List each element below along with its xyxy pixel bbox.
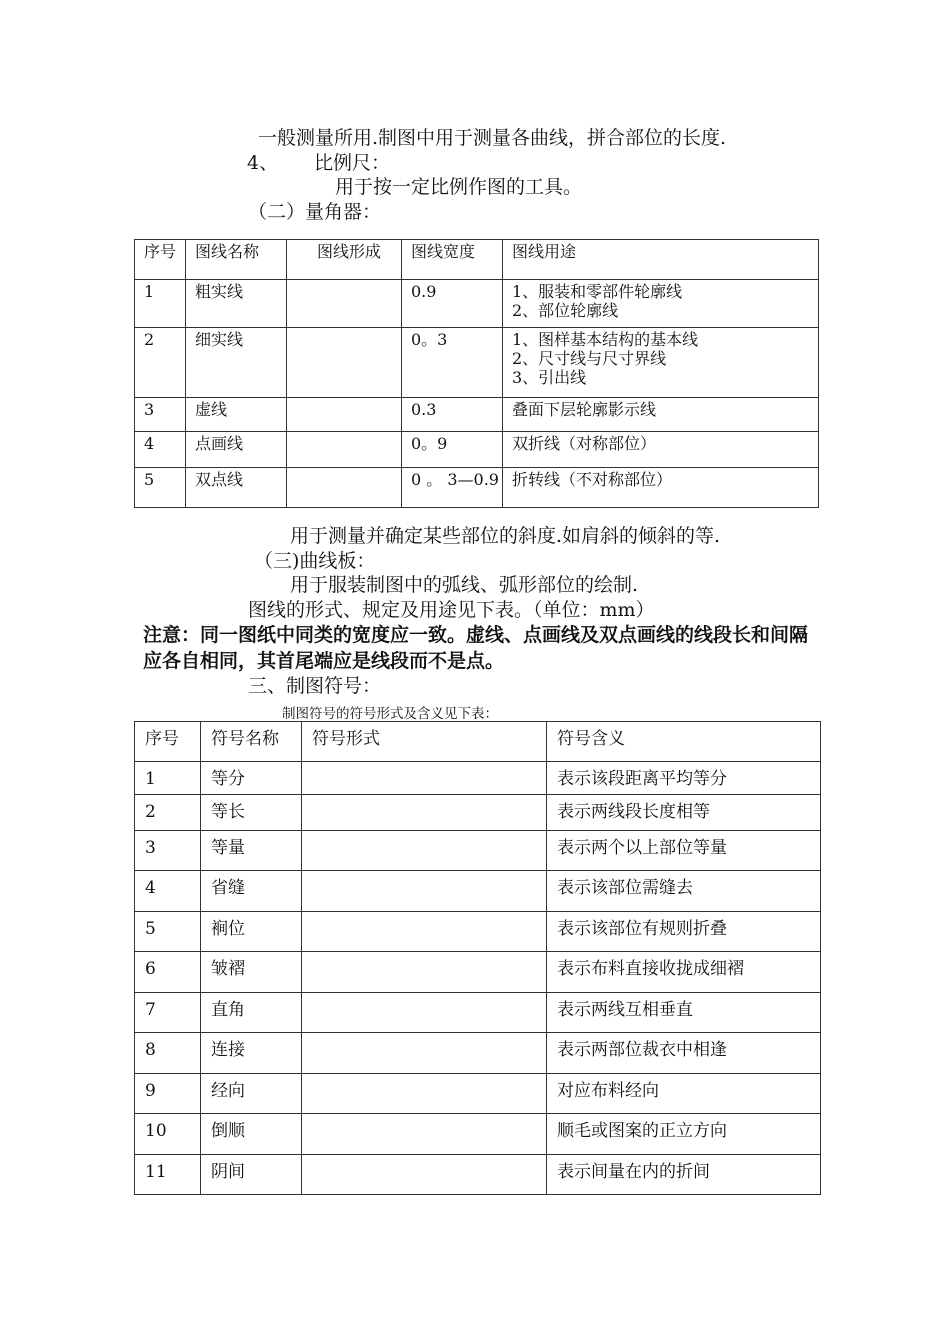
line-width-cell: 0.3 — [402, 398, 503, 432]
symbol-name-cell: 等长 — [201, 795, 302, 831]
table-row — [135, 1074, 821, 1114]
row-number-cell: 1 — [135, 280, 186, 328]
symbol-meaning-cell: 表示该部位需缝去 — [547, 871, 821, 912]
line-form-cell — [287, 328, 402, 398]
symbol-meaning-cell: 顺毛或图案的正立方向 — [547, 1114, 821, 1155]
symbol-form-cell — [302, 993, 547, 1033]
table-row — [135, 468, 819, 508]
line-width-cell: 0。3 — [402, 328, 503, 398]
line-width-cell: 0 。 3—0.9 — [402, 468, 503, 508]
header-cell-meaning: 符号含义 — [547, 722, 821, 762]
usage-line: 1、图样基本结构的基本线 — [512, 330, 699, 349]
intro-line: 一般测量所用.制图中用于测量各曲线，拼合部位的长度. — [258, 127, 727, 149]
table-row — [135, 328, 819, 398]
table-row — [135, 1114, 821, 1155]
table-intro: 图线的形式、规定及用途见下表。（单位：mm） — [248, 599, 655, 621]
table-row — [135, 398, 819, 432]
section2-title: （二）量角器： — [248, 201, 382, 223]
line-usage-cell — [503, 468, 819, 508]
line-name-cell: 点画线 — [186, 432, 287, 468]
line-usage-cell — [503, 280, 819, 328]
usage-line: 双折线（对称部位） — [512, 434, 657, 453]
item4-description: 用于按一定比例作图的工具。 — [335, 176, 583, 198]
table-row — [135, 831, 821, 871]
symbol-meaning-cell: 表示间量在内的折间 — [547, 1155, 821, 1195]
table-row — [135, 280, 819, 328]
header-cell-form: 符号形式 — [302, 722, 547, 762]
table-row — [135, 871, 821, 912]
usage-line: 1、服装和零部件轮廓线 — [512, 282, 683, 301]
table-row — [135, 795, 821, 831]
line-usage-cell — [503, 432, 819, 468]
line-name-cell: 粗实线 — [186, 280, 287, 328]
table-row — [135, 1033, 821, 1074]
row-number-cell: 8 — [135, 1033, 201, 1074]
row-number-cell: 3 — [135, 831, 201, 871]
symbol-meaning-cell: 表示两部位裁衣中相逢 — [547, 1033, 821, 1074]
row-number-cell: 3 — [135, 398, 186, 432]
line-form-cell — [287, 468, 402, 508]
line-width-cell: 0.9 — [402, 280, 503, 328]
table-row — [135, 993, 821, 1033]
protractor-description: 用于测量并确定某些部位的斜度.如肩斜的倾斜的等. — [290, 525, 721, 547]
symbol-form-cell — [302, 1074, 547, 1114]
row-number-cell: 4 — [135, 871, 201, 912]
table-row — [135, 432, 819, 468]
line-name-cell: 虚线 — [186, 398, 287, 432]
line-form-cell — [287, 280, 402, 328]
symbol-name-cell: 裥位 — [201, 912, 302, 952]
row-number-cell: 7 — [135, 993, 201, 1033]
header-cell-name: 图线名称 — [186, 240, 287, 280]
drawing-symbols-table — [134, 721, 821, 1195]
symbol-name-cell: 等分 — [201, 762, 302, 795]
table-header-row — [135, 240, 819, 280]
symbol-form-cell — [302, 871, 547, 912]
symbol-meaning-cell: 表示两线段长度相等 — [547, 795, 821, 831]
line-usage-cell — [503, 328, 819, 398]
table-row — [135, 762, 821, 795]
symbol-meaning-cell: 表示布料直接收拢成细褶 — [547, 952, 821, 993]
symbol-form-cell — [302, 912, 547, 952]
row-number-cell: 11 — [135, 1155, 201, 1195]
line-name-cell: 细实线 — [186, 328, 287, 398]
symbols-section-title: 三、制图符号： — [248, 675, 382, 697]
row-number-cell: 5 — [135, 468, 186, 508]
line-usage-cell — [503, 398, 819, 432]
usage-line: 3、引出线 — [512, 368, 587, 387]
row-number-cell: 9 — [135, 1074, 201, 1114]
usage-line: 2、尺寸线与尺寸界线 — [512, 349, 667, 368]
header-cell-number: 序号 — [135, 722, 201, 762]
symbol-form-cell — [302, 831, 547, 871]
symbol-name-cell: 皱褶 — [201, 952, 302, 993]
row-number-cell: 4 — [135, 432, 186, 468]
symbol-name-cell: 连接 — [201, 1033, 302, 1074]
symbol-form-cell — [302, 762, 547, 795]
line-types-table — [134, 239, 819, 508]
table-row — [135, 952, 821, 993]
table-row — [135, 912, 821, 952]
table-row — [135, 1155, 821, 1195]
line-width-cell: 0。9 — [402, 432, 503, 468]
symbol-form-cell — [302, 1155, 547, 1195]
row-number-cell: 10 — [135, 1114, 201, 1155]
symbol-meaning-cell: 对应布料经向 — [547, 1074, 821, 1114]
header-cell-form: 图线形成 — [287, 240, 402, 280]
header-cell-width: 图线宽度 — [402, 240, 503, 280]
line-name-cell: 双点线 — [186, 468, 287, 508]
item4-number: 4、 — [247, 152, 279, 174]
symbol-name-cell: 直角 — [201, 993, 302, 1033]
usage-line: 折转线（不对称部位） — [512, 470, 673, 489]
symbol-meaning-cell: 表示该部位有规则折叠 — [547, 912, 821, 952]
symbol-form-cell — [302, 795, 547, 831]
symbol-name-cell: 倒顺 — [201, 1114, 302, 1155]
symbol-meaning-cell: 表示该段距离平均等分 — [547, 762, 821, 795]
row-number-cell: 6 — [135, 952, 201, 993]
symbol-form-cell — [302, 952, 547, 993]
usage-line: 2、部位轮廓线 — [512, 301, 619, 320]
symbol-name-cell: 省缝 — [201, 871, 302, 912]
notice-text: 注意：同一图纸中同类的宽度应一致。虚线、点画线及双点画线的线段长和间隔应各自相同，其首尾端应是线段而不是点。 — [143, 624, 809, 672]
row-number-cell: 1 — [135, 762, 201, 795]
item4-title: 比例尺： — [314, 152, 391, 174]
header-cell-name: 符号名称 — [201, 722, 302, 762]
row-number-cell: 2 — [135, 328, 186, 398]
line-form-cell — [287, 432, 402, 468]
symbol-form-cell — [302, 1033, 547, 1074]
section3-title: （三)曲线板： — [254, 550, 376, 572]
symbol-name-cell: 经向 — [201, 1074, 302, 1114]
symbol-form-cell — [302, 1114, 547, 1155]
header-cell-usage: 图线用途 — [503, 240, 819, 280]
row-number-cell: 2 — [135, 795, 201, 831]
line-form-cell — [287, 398, 402, 432]
header-cell-number: 序号 — [135, 240, 186, 280]
table-header-row — [135, 722, 821, 762]
usage-line: 叠面下层轮廓影示线 — [512, 400, 657, 419]
symbol-name-cell: 阴间 — [201, 1155, 302, 1195]
symbol-meaning-cell: 表示两线互相垂直 — [547, 993, 821, 1033]
row-number-cell: 5 — [135, 912, 201, 952]
symbol-name-cell: 等量 — [201, 831, 302, 871]
symbols-table-intro: 制图符号的符号形式及含义见下表： — [282, 706, 498, 722]
curve-board-description: 用于服装制图中的弧线、弧形部位的绘制. — [290, 574, 639, 596]
symbol-meaning-cell: 表示两个以上部位等量 — [547, 831, 821, 871]
